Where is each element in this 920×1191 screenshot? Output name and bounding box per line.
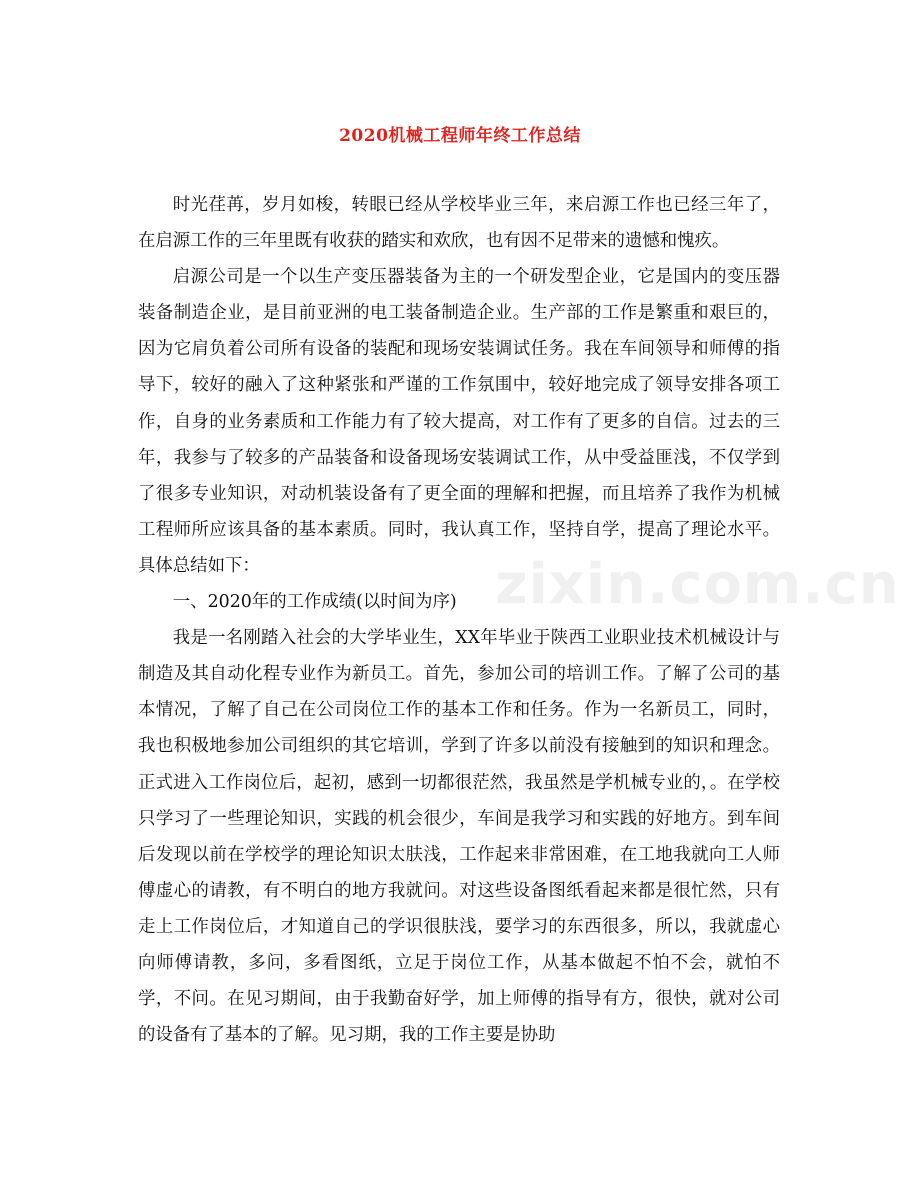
paragraph-intro: 时光荏苒，岁月如梭，转眼已经从学校毕业三年，来启源工作也已经三年了，在启源工作的三年里既有收获的踏实和欢欣，也有因不足带来的遗憾和愧疚。	[138, 195, 780, 252]
paragraph-company: 启源公司是一个以生产变压器装备为主的一个研发型企业，它是国内的变压器装备制造企业，是目前亚洲的电工装备制造企业。生产部的工作是繁重和艰巨的，因为它肩负着公司所有设备的装配和现场安装调试任务。我在车间领导和师傅的指导下，较好的融入了这种紧张和严谨的工作氛围中，较好地完成了领导安排各项工作，自身的业务素质和工作能力有了较大提高，对工作有了更多的自信。过去的三年，我参与了较多的产品装备和设备现场安装调试工作，从中受益匪浅，不仅学到了很多专业知识，对动机装设备有了更全面的理解和把握，而且培养了我作为机械工程师所应该具备的基本素质。同时，我认真工作，坚持自学，提高了理论水平。具体总结如下：	[138, 267, 780, 576]
document-body	[138, 187, 780, 1053]
paragraph-new-employee: 我是一名刚踏入社会的大学毕业生，XX年毕业于陕西工业职业技术机械设计与制造及其自动化程专业作为新员工。首先，参加公司的培训工作。了解了公司的基本情况，了解了自己在公司岗位工作的基本工作和任务。作为一名新员工，同时，我也积极地参加公司组织的其它培训，学到了许多以前没有接触到的知识和理念。正式进入工作岗位后，起初，感到一切都很茫然，我虽然是学机械专业的，。在学校只学习了一些理论知识，实践的机会很少，车间是我学习和实践的好地方。到车间后发现以前在学校学的理论知识太肤浅，工作起来非常困难，在工地我就向工人师傅虚心的请教，有不明白的地方我就问。对这些设备图纸看起来都是很忙然，只有走上工作岗位后，才知道自己的学识很肤浅，要学习的东西很多，所以，我就虚心向师傅请教，多问，多看图纸，立足于岗位工作，从基本做起不怕不会，就怕不学，不问。在见习期间，由于我勤奋好学，加上师傅的指导有方，很快，就对公司的设备有了基本的了解。见习期，我的工作主要是协助	[138, 628, 780, 1046]
document-title: 2020机械工程师年终工作总结	[339, 126, 581, 146]
watermark: zixin.com.cn	[495, 552, 900, 617]
section-heading-achievements: 一、2020年的工作成绩(以时间为序)	[172, 592, 457, 613]
